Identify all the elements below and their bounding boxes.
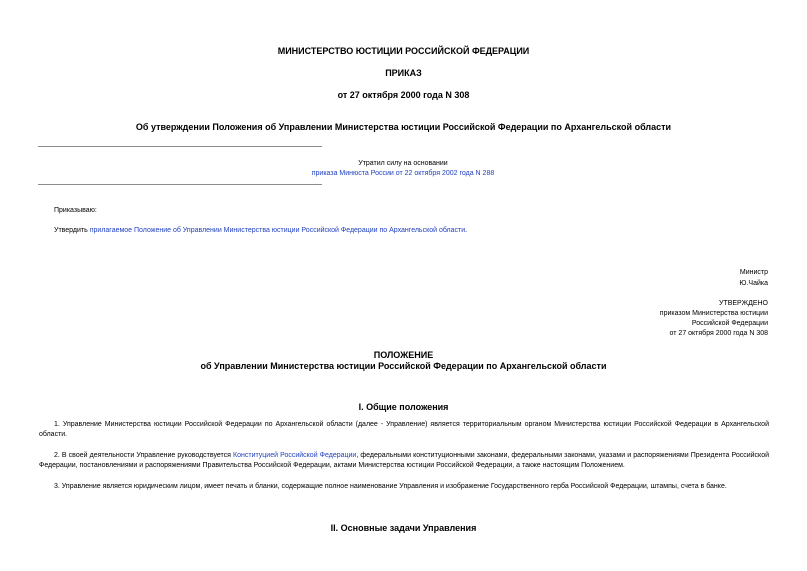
section-1-paragraph-1: 1. Управление Министерства юстиции Российской Федерации по Архангельской области (далее - Управление) является территориальным органом Министерства юстиции Российской Федерации в Архангельской области. (39, 421, 769, 438)
repeal-order-link[interactable]: приказа Минюста России от 22 октября 2002 года N 288 (311, 170, 495, 177)
paragraph-2-prefix: 2. В своей деятельности Управление руководствуется (54, 452, 234, 459)
signature-name: Ю.Чайка (739, 280, 768, 287)
repeal-notice-text: Утратил силу на основании (358, 160, 448, 167)
regulation-subtitle: об Управлении Министерства юстиции Российской Федерации по Архангельской области (200, 361, 607, 371)
order-approve-suffix: . (465, 227, 468, 234)
order-approve-paragraph (54, 226, 467, 236)
regulation-link[interactable]: прилагаемое Положение об Управлении Министерства юстиции Российской Федерации по Архангельской области (89, 227, 466, 234)
section-1-heading: I. Общие положения (358, 402, 449, 412)
approval-heading: УТВЕРЖДЕНО (718, 300, 768, 307)
document-date-number: от 27 октября 2000 года N 308 (337, 90, 470, 100)
signature-position: Министр (739, 269, 768, 276)
order-intro: Приказываю: (54, 207, 97, 214)
document-title: Об утверждении Положения об Управлении Министерства юстиции Российской Федерации по Архангельской области (135, 122, 672, 132)
section-1-paragraph-2 (39, 451, 769, 471)
approval-line-4: от 27 октября 2000 года N 308 (669, 330, 768, 337)
document-type: ПРИКАЗ (385, 68, 422, 78)
approval-line-3: Российской Федерации (691, 320, 768, 327)
constitution-link[interactable]: Конституцией Российской Федерации (233, 452, 357, 459)
notice-bottom-rule (38, 184, 322, 185)
ministry-name: МИНИСТЕРСТВО ЮСТИЦИИ РОССИЙСКОЙ ФЕДЕРАЦИИ (277, 46, 530, 56)
approval-line-2: приказом Министерства юстиции (659, 310, 768, 317)
order-approve-prefix: Утвердить (54, 227, 90, 234)
paragraph-2-suffix: , федеральными конституционными законами, федеральными законами, указами и распоряжениями Президента Российской Федерации, постановлениями и распоряжениями Правительства Российской Федерации, актами Министерства юстиции Российской Федерации, а также настоящим Положением. (39, 452, 769, 469)
section-2-heading: II. Основные задачи Управления (330, 523, 477, 533)
section-1-paragraph-3: 3. Управление является юридическим лицом, имеет печать и бланки, содержащие полное наименование Управления и изображение Государственного герба Российской Федерации, штампы, счета в банке. (54, 483, 727, 490)
notice-top-rule (38, 146, 322, 147)
regulation-title: ПОЛОЖЕНИЕ (373, 350, 434, 360)
